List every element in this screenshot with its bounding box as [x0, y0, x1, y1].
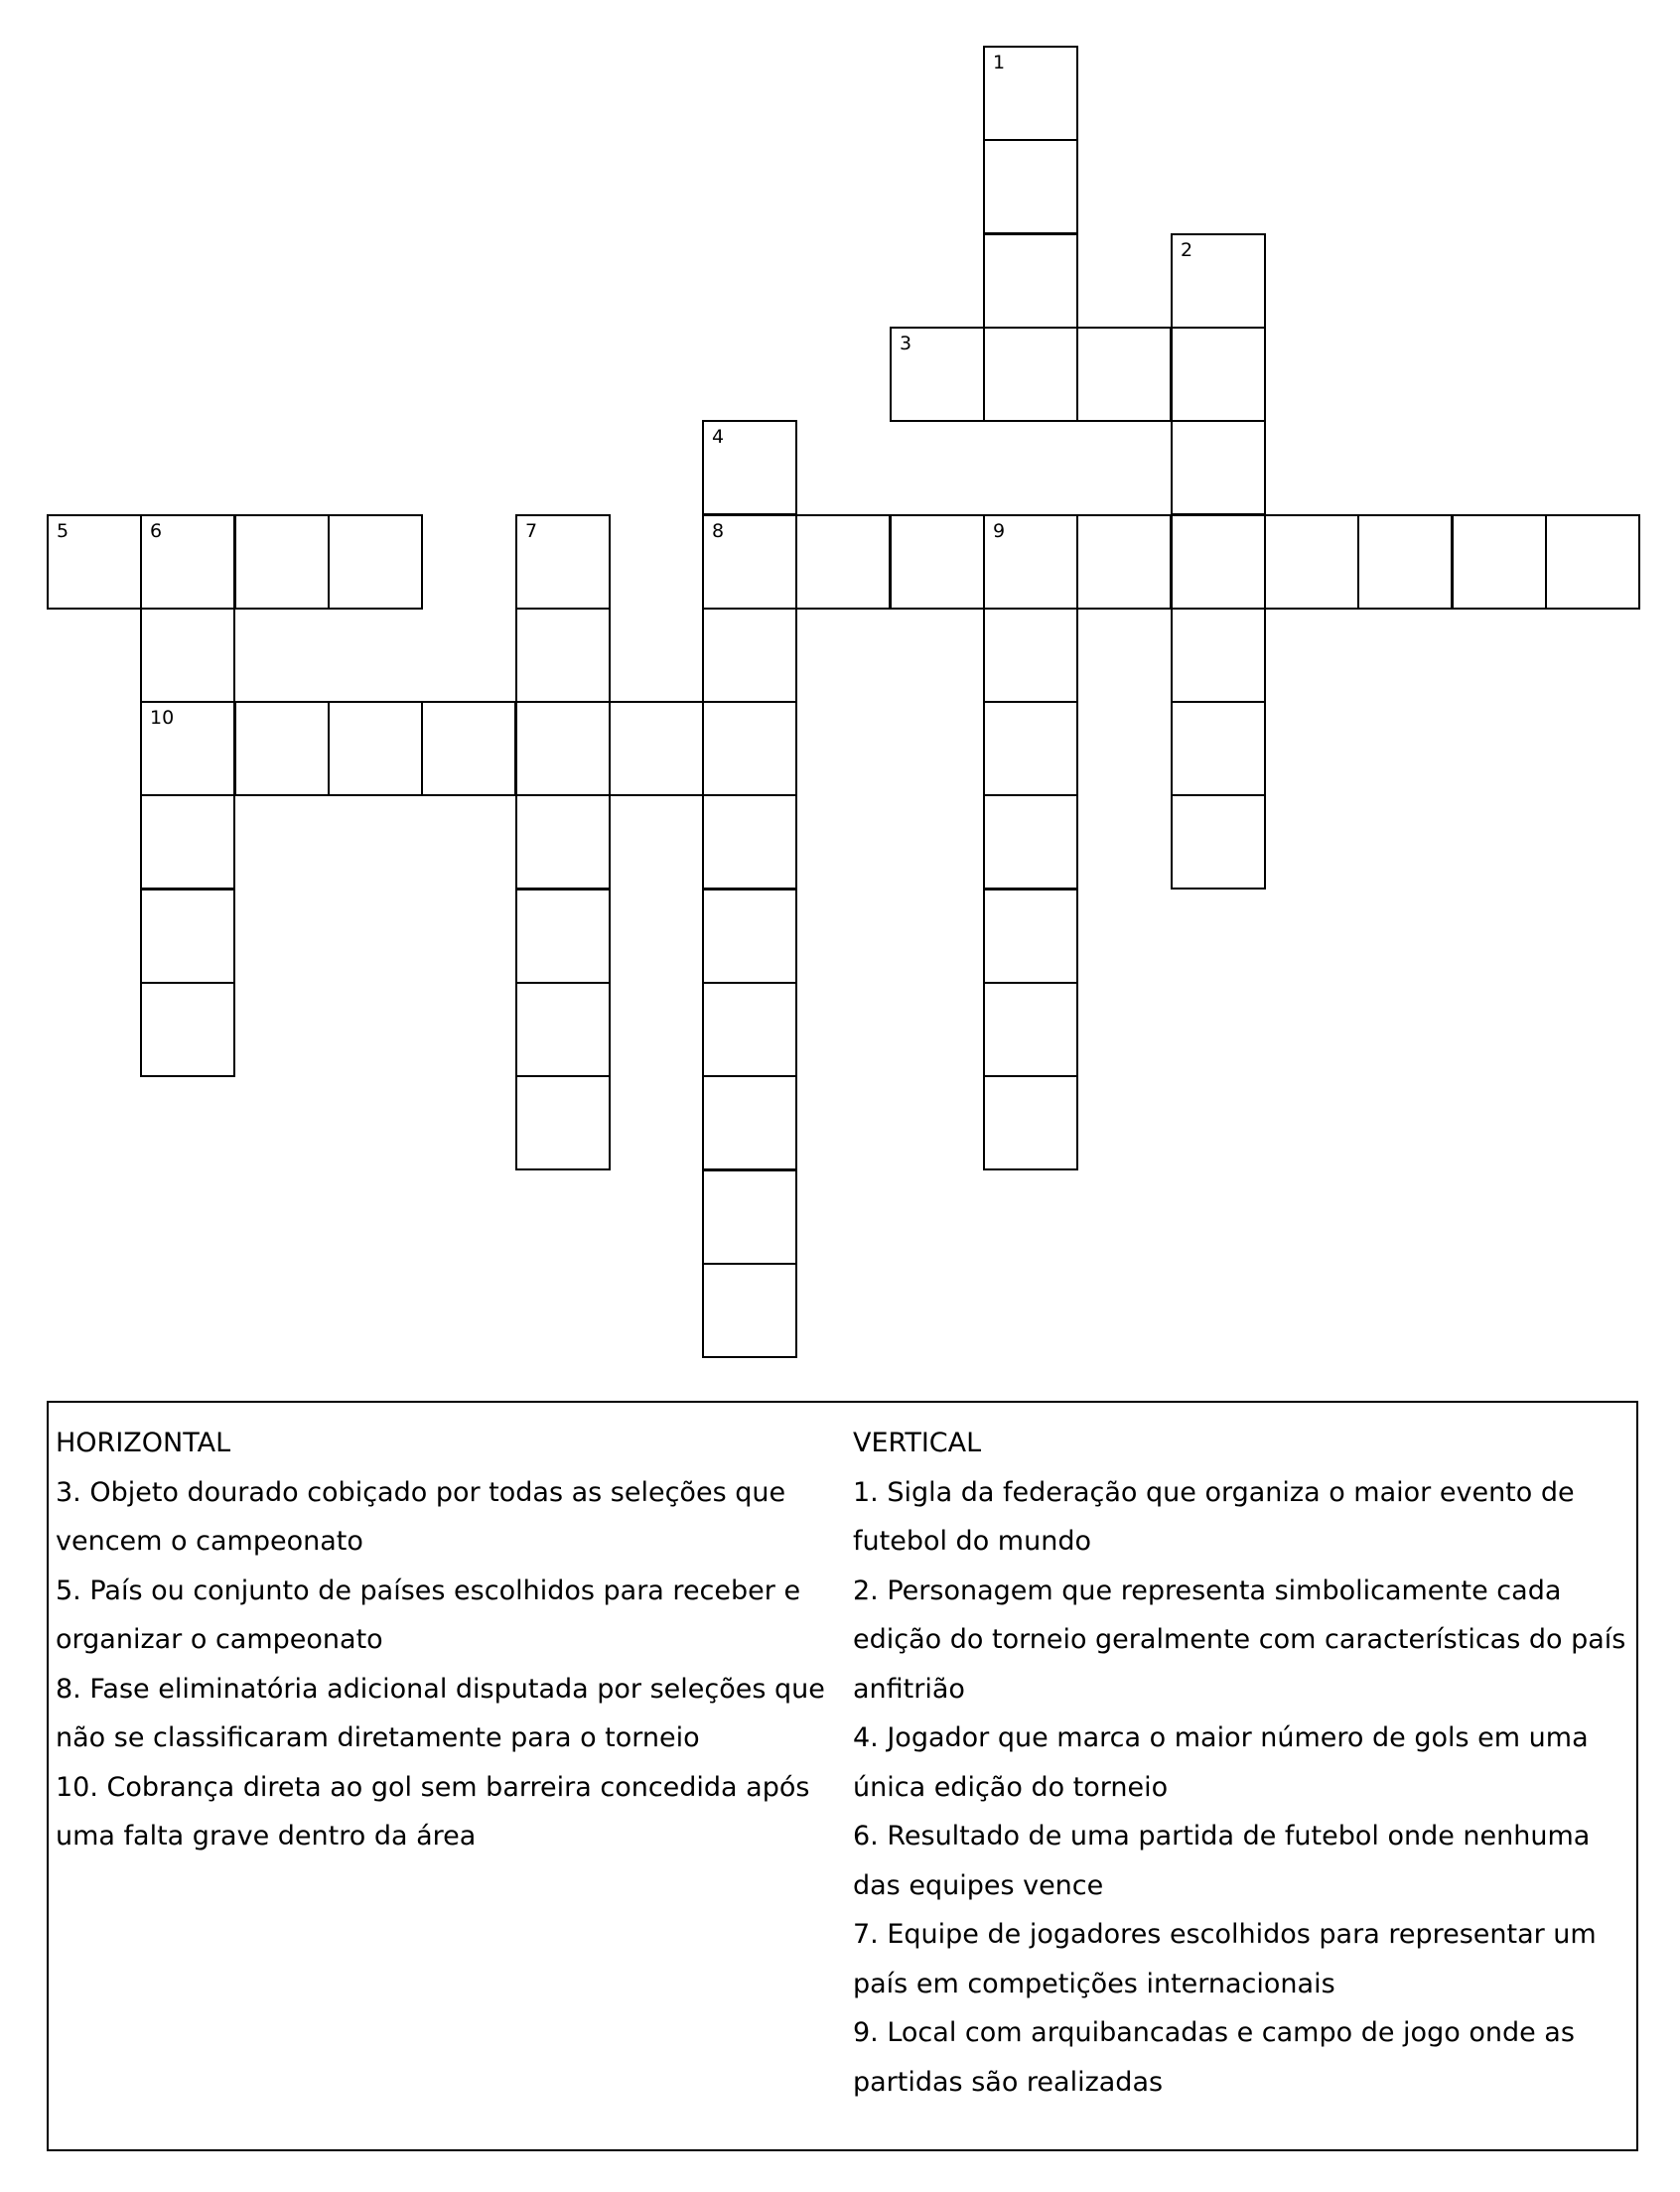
crossword-cell[interactable] — [702, 1169, 797, 1265]
crossword-cell[interactable] — [515, 982, 611, 1077]
crossword-cell[interactable] — [1171, 327, 1266, 422]
cell-number: 5 — [57, 520, 70, 542]
crossword-cell[interactable] — [1545, 514, 1640, 610]
crossword-cell[interactable] — [1264, 514, 1359, 610]
crossword-cell[interactable] — [515, 794, 611, 890]
crossword-cell[interactable] — [702, 1263, 797, 1358]
clue-vertical-2: 2. Personagem que representa simbolicamente cada edição do torneio geralmente com características do país anfitrião — [853, 1575, 1626, 1705]
crossword-cell[interactable] — [328, 701, 423, 796]
crossword-cell[interactable] — [1171, 794, 1266, 890]
crossword-cell[interactable] — [140, 514, 235, 610]
crossword-cell[interactable] — [140, 889, 235, 984]
crossword-cell[interactable] — [983, 701, 1078, 796]
clue-vertical-4: 4. Jogador que marca o maior número de gols em uma única edição do torneio — [853, 1722, 1589, 1803]
crossword-cell[interactable] — [890, 514, 985, 610]
crossword-cell[interactable] — [1076, 514, 1172, 610]
crossword-cell[interactable] — [140, 608, 235, 703]
cell-number: 8 — [712, 520, 725, 542]
crossword-cell[interactable] — [983, 139, 1078, 234]
crossword-cell[interactable] — [795, 514, 891, 610]
crossword-cell[interactable] — [702, 1075, 797, 1170]
clue-vertical-9: 9. Local com arquibancadas e campo de jogo onde as partidas são realizadas — [853, 2017, 1575, 2098]
crossword-cell[interactable] — [890, 327, 985, 422]
clue-horizontal-5: 5. País ou conjunto de países escolhidos para receber e organizar o campeonato — [56, 1575, 801, 1655]
cell-number: 1 — [993, 52, 1006, 73]
crossword-cell[interactable] — [140, 982, 235, 1077]
clue-vertical-7: 7. Equipe de jogadores escolhidos para representar um país em competições internacionais — [853, 1919, 1597, 1999]
crossword-cell[interactable] — [983, 608, 1078, 703]
crossword-cell[interactable] — [983, 46, 1078, 141]
crossword-cell[interactable] — [983, 889, 1078, 984]
crossword-cell[interactable] — [702, 889, 797, 984]
crossword-cell[interactable] — [515, 701, 611, 796]
crossword-cell[interactable] — [983, 327, 1078, 422]
cell-number: 2 — [1181, 239, 1193, 261]
crossword-cell[interactable] — [702, 794, 797, 890]
crossword-cell[interactable] — [1171, 420, 1266, 515]
crossword-cell[interactable] — [702, 701, 797, 796]
vertical-clues — [853, 1419, 1632, 2107]
crossword-cell[interactable] — [515, 889, 611, 984]
crossword-cell[interactable] — [1171, 233, 1266, 329]
cell-number: 7 — [525, 520, 538, 542]
crossword-cell[interactable] — [702, 608, 797, 703]
crossword-cell[interactable] — [515, 514, 611, 610]
cell-number: 9 — [993, 520, 1006, 542]
crossword-cell[interactable] — [609, 701, 704, 796]
crossword-cell[interactable] — [140, 794, 235, 890]
crossword-cell[interactable] — [1076, 327, 1172, 422]
crossword-cell[interactable] — [47, 514, 142, 610]
horizontal-clues — [56, 1419, 840, 1861]
vertical-heading: VERTICAL — [853, 1428, 982, 1458]
crossword-cell[interactable] — [983, 982, 1078, 1077]
crossword-cell[interactable] — [702, 420, 797, 515]
crossword-cell[interactable] — [234, 514, 330, 610]
cell-number: 4 — [712, 426, 725, 448]
clue-horizontal-3: 3. Objeto dourado cobiçado por todas as seleções que vencem o campeonato — [56, 1476, 786, 1557]
crossword-cell[interactable] — [234, 701, 330, 796]
cell-number: 3 — [900, 333, 912, 354]
clue-vertical-1: 1. Sigla da federação que organiza o maior evento de futebol do mundo — [853, 1476, 1575, 1557]
crossword-cell[interactable] — [983, 1075, 1078, 1170]
crossword-cell[interactable] — [1171, 514, 1266, 610]
crossword-cell[interactable] — [983, 514, 1078, 610]
clue-horizontal-10: 10. Cobrança direta ao gol sem barreira concedida após uma falta grave dentro da área — [56, 1771, 810, 1851]
crossword-cell[interactable] — [1171, 701, 1266, 796]
crossword-cell[interactable] — [702, 982, 797, 1077]
crossword-cell[interactable] — [1357, 514, 1453, 610]
crossword-cell[interactable] — [983, 233, 1078, 329]
crossword-cell[interactable] — [1171, 608, 1266, 703]
horizontal-heading: HORIZONTAL — [56, 1428, 231, 1458]
crossword-cell[interactable] — [515, 1075, 611, 1170]
clue-horizontal-8: 8. Fase eliminatória adicional disputada por seleções que não se classificaram diretamente para o torneio — [56, 1673, 825, 1753]
crossword-cell[interactable] — [421, 701, 516, 796]
clue-vertical-6: 6. Resultado de uma partida de futebol onde nenhuma das equipes vence — [853, 1821, 1591, 1901]
clues-box — [47, 1401, 1638, 2151]
crossword-cell[interactable] — [1452, 514, 1547, 610]
cell-number: 10 — [150, 707, 175, 729]
crossword-cell[interactable] — [515, 608, 611, 703]
crossword-cell[interactable] — [702, 514, 797, 610]
crossword-cell[interactable] — [140, 701, 235, 796]
cell-number: 6 — [150, 520, 163, 542]
crossword-cell[interactable] — [983, 794, 1078, 890]
crossword-cell[interactable] — [328, 514, 423, 610]
